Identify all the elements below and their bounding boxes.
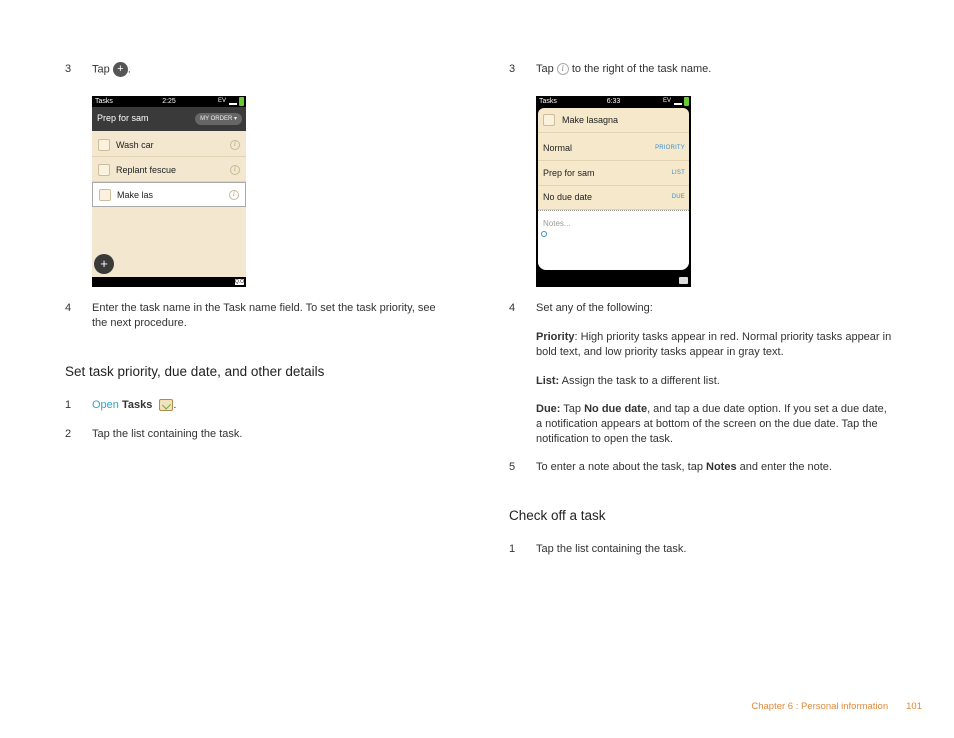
list-tag: LIST [671,170,685,176]
step-2-left [65,427,455,443]
step-number: 3 [509,63,516,75]
step-text: Tap the list containing the task. [92,428,243,440]
step-number: 3 [65,63,72,75]
task-row[interactable] [92,133,246,157]
page-number: 101 [906,701,922,712]
step-number: 5 [509,461,516,473]
step-number: 4 [65,302,72,314]
list-header [92,107,246,131]
step-4-left [65,301,455,333]
checkbox-icon[interactable] [543,114,555,126]
status-bar [536,96,691,107]
step-number: 4 [509,302,516,314]
signal-icon [674,99,682,105]
step-text: Tap [536,63,554,75]
list-row[interactable] [538,161,689,186]
phone-screenshot-task-details [536,96,691,287]
add-icon: + [113,62,128,77]
term-no-due-date: No due date [584,403,648,415]
gesture-bar [92,277,246,287]
due-row[interactable] [538,185,689,210]
info-icon[interactable]: i [229,190,239,200]
priority-paragraph [536,330,896,360]
list-paragraph [536,374,896,389]
open-link[interactable]: Open [92,399,119,411]
step-text: Tap the list containing the task. [536,543,687,555]
page-footer [751,701,922,712]
sort-order-label: MY ORDER [200,116,233,122]
step-4-right [509,301,909,317]
due-tag: DUE [671,194,685,200]
step-text: Enter the task name in the Task name field. To set the task priority, see the next procedure. [92,302,436,329]
chapter-label: Chapter 6 : Personal information [751,701,889,712]
due-text-1: Tap [560,403,585,415]
step-5-right [509,460,909,476]
info-icon[interactable]: i [230,140,240,150]
checkbox-icon[interactable] [98,164,110,176]
step-3-right [509,62,909,78]
due-text-2: , and tap a due date option. If you set a due date, a notification appears at bottom of the screen on the due date. Tap the notification to open the task. [536,403,887,445]
mail-icon[interactable] [679,277,688,284]
list-value: Prep for sam [543,168,595,178]
app-menu-label[interactable]: Tasks [95,98,113,105]
task-name: Make lasagna [562,115,619,125]
gesture-bar [536,275,691,287]
add-icon[interactable]: + [94,254,114,274]
clock: 2:25 [162,98,176,105]
list-title: Prep for sam [97,113,149,123]
step-1-right [509,542,909,558]
tasks-label: Tasks [121,399,153,411]
info-icon: i [557,63,569,75]
step-text: Tap [92,63,110,76]
step-number: 2 [65,428,72,440]
term-notes: Notes [706,461,737,473]
network-label: EV [662,98,671,104]
step-text-end: and enter the note. [736,461,832,473]
signal-icon [229,99,237,105]
priority-text: : High priority tasks appear in red. Normal priority tasks appear in bold text, and low priority tasks appear in gray text. [536,331,892,358]
task-row[interactable] [92,158,246,182]
phone-screenshot-new-task [92,96,246,287]
task-row-editing[interactable] [92,182,246,207]
section-heading: Set task priority, due date, and other details [65,364,325,379]
step-3-left [65,62,455,78]
keyboard-indicator: Q.O [234,279,244,285]
step-1-left [65,398,455,414]
priority-row[interactable] [538,136,689,161]
step-text: Set any of the following: [536,302,653,314]
term-due: Due: [536,403,561,415]
app-menu-label[interactable]: Tasks [539,98,557,105]
due-value: No due date [543,192,593,202]
clock: 6:33 [606,98,621,105]
info-icon[interactable]: i [230,165,240,175]
term-list: List: [536,375,560,387]
status-bar [92,96,246,107]
step-text-end: . [173,399,177,411]
tasks-app-icon [159,399,173,411]
priority-value: Normal [543,143,573,153]
checkbox-icon[interactable] [99,189,111,201]
step-text-end: . [127,63,131,76]
step-text: To enter a note about the task, tap [536,461,707,473]
task-name: Replant fescue [116,165,177,175]
list-text: Assign the task to a different list. [559,375,720,387]
notes-placeholder: Notes... [543,219,571,228]
task-title-row[interactable] [538,108,689,133]
checkbox-icon[interactable] [98,139,110,151]
network-label: EV [217,98,226,104]
battery-icon [239,97,244,106]
attachment-icon[interactable] [541,231,547,237]
priority-tag: PRIORITY [655,145,685,151]
sort-order-button[interactable]: MY ORDER ▾ [195,113,242,125]
battery-icon [684,97,689,106]
task-name: Wash car [116,140,154,150]
step-number: 1 [509,543,516,555]
section-heading: Check off a task [509,508,606,523]
term-priority: Priority [536,331,575,343]
task-name-input[interactable]: Make las [117,190,154,200]
due-paragraph [536,402,892,447]
step-text-end: to the right of the task name. [571,63,712,75]
notes-field[interactable] [538,210,689,270]
step-number: 1 [65,399,72,411]
